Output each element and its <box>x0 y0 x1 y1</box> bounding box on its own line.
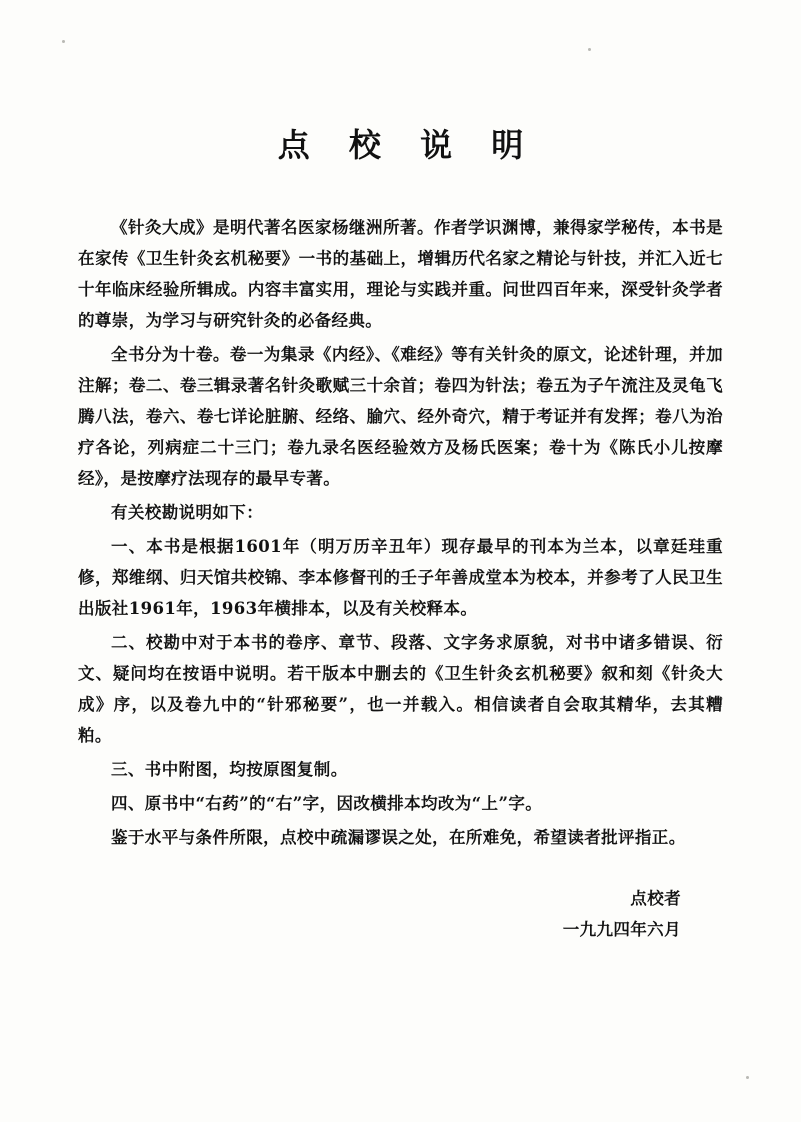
scan-speck <box>62 40 65 43</box>
paragraph-item-3: 三、书中附图，均按原图复制。 <box>111 760 348 779</box>
paragraph-item-2: 二、校勘中对于本书的卷序、章节、段落、文字务求原貌，对书中诸多错误、衍文、疑问均在按语中说明。若干版本中删去的《卫生针灸玄机秘要》叙和刻《针灸大成》序，以及卷九中的“针邪秘要”，也一并载入。相信读者自会取其精华，去其糟粕。 <box>78 633 723 745</box>
paragraph-item-4: 四、原书中“右药”的“右”字，因改横排本均改为“上”字。 <box>111 794 543 813</box>
paragraph-closing: 鉴于水平与条件所限，点校中疏漏谬误之处，在所难免，希望读者批评指正。 <box>111 828 686 847</box>
signature-author: 点校者 <box>630 889 681 908</box>
paragraph-intro: 《针灸大成》是明代著名医家杨继洲所著。作者学识渊博，兼得家学秘传，本书是在家传《卫生针灸玄机秘要》一书的基础上，增辑历代名家之精论与针技，并汇入近七十年临床经验所辑成。内容丰富实用，理论与实践并重。问世四百年来，深受针灸学者的尊崇，为学习与研究针灸的必备经典。 <box>78 218 723 330</box>
page-title: 点 校 说 明 <box>277 126 538 164</box>
document-content <box>78 120 723 945</box>
scan-speck <box>588 48 591 51</box>
signature-date: 一九九四年六月 <box>562 920 681 939</box>
paragraph-item-1: 一、本书是根据1601年（明万历辛丑年）现存最早的刊本为兰本，以章廷珪重修，郑维纲、归天馆共校锦、李本修督刊的壬子年善成堂本为校本，并参考了人民卫生出版社1961年，1963年横排本，以及有关校释本。 <box>78 537 723 618</box>
scan-speck <box>746 1076 749 1079</box>
paragraph-volumes: 全书分为十卷。卷一为集录《内经》、《难经》等有关针灸的原文，论述针理，并加注解；卷二、卷三辑录著名针灸歌赋三十余首；卷四为针法；卷五为子午流注及灵龟飞腾八法，卷六、卷七详论脏腑、经络、腧穴、经外奇穴，精于考证并有发挥；卷八为治疗各论，列病症二十三门；卷九录名医经验效方及杨氏医案；卷十为《陈氏小儿按摩经》，是按摩疗法现存的最早专著。 <box>78 345 723 488</box>
signature-block <box>78 883 723 945</box>
paragraph-collation-lead: 有关校勘说明如下： <box>111 503 264 522</box>
